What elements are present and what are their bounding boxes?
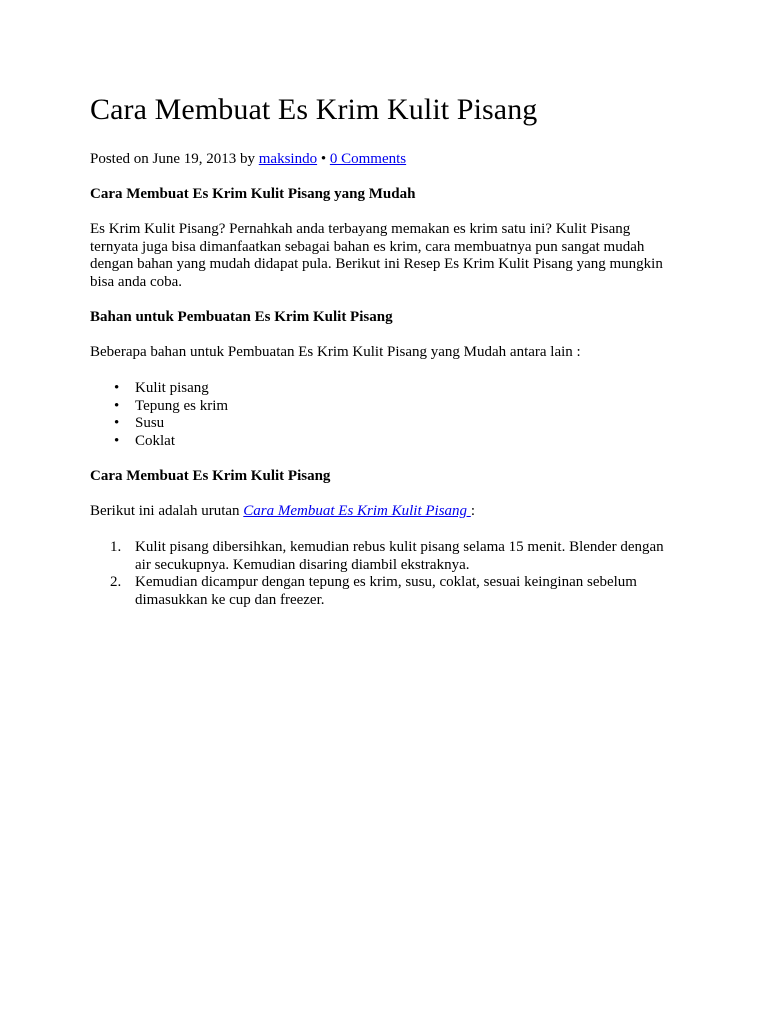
bullet-icon: • (114, 415, 120, 432)
steps-heading: Cara Membuat Es Krim Kulit Pisang (90, 468, 331, 485)
ingredient-label: Susu (135, 415, 165, 432)
step-text: Kulit pisang dibersihkan, kemudian rebus kulit pisang selama 15 menit. Blender dengan air secukupnya. Kemudian disaring diambil ekstraknya. (135, 538, 664, 573)
ingredients-intro: Beberapa bahan untuk Pembuatan Es Krim Kulit Pisang yang Mudah antara lain : (90, 344, 581, 361)
steps-intro-text: Berikut ini adalah urutan (90, 503, 244, 520)
ingredient-label: Coklat (135, 432, 175, 449)
list-item (114, 415, 678, 433)
meta-separator: • (317, 151, 330, 167)
steps-intro (90, 503, 678, 521)
ingredient-label: Kulit pisang (135, 379, 209, 396)
article-title: Cara Membuat Es Krim Kulit Pisang (90, 93, 538, 126)
bullet-icon: • (114, 432, 120, 449)
list-item (110, 574, 678, 609)
steps-intro-colon: : (470, 503, 475, 520)
bullet-icon: • (114, 379, 120, 396)
step-text: Kemudian dicampur dengan tepung es krim, susu, coklat, sesuai keinginan sebelum dimasukkan ke cup dan freezer. (135, 574, 637, 608)
steps-list (90, 539, 678, 609)
recipe-link[interactable]: Cara Membuat Es Krim Kulit Pisang (243, 503, 471, 520)
bullet-icon: • (114, 397, 120, 414)
comments-link[interactable]: 0 Comments (329, 151, 407, 167)
posted-date-text: Posted on June 19, 2013 by (90, 151, 259, 167)
article-subtitle: Cara Membuat Es Krim Kulit Pisang yang Mudah (90, 186, 416, 202)
step-number: 1. (110, 538, 122, 555)
intro-paragraph: Es Krim Kulit Pisang? Pernahkah anda terbayang memakan es krim satu ini? Kulit Pisang ternyata juga bisa dimanfaatkan sebagai bahan es krim, cara membuatnya pun sangat mudah dengan bahan yang mudah didapat pula. Berikut ini Resep Es Krim Kulit Pisang yang mungkin bisa anda coba. (90, 221, 663, 290)
list-item (114, 379, 678, 398)
post-meta (90, 150, 678, 168)
author-link[interactable]: maksindo (258, 151, 318, 167)
ingredient-label: Tepung es krim (135, 397, 229, 414)
list-item (114, 397, 678, 416)
list-item (114, 432, 678, 451)
ingredients-list (90, 380, 678, 450)
ingredients-heading: Bahan untuk Pembuatan Es Krim Kulit Pisang (90, 309, 393, 326)
step-number: 2. (110, 574, 122, 591)
list-item (110, 538, 678, 574)
